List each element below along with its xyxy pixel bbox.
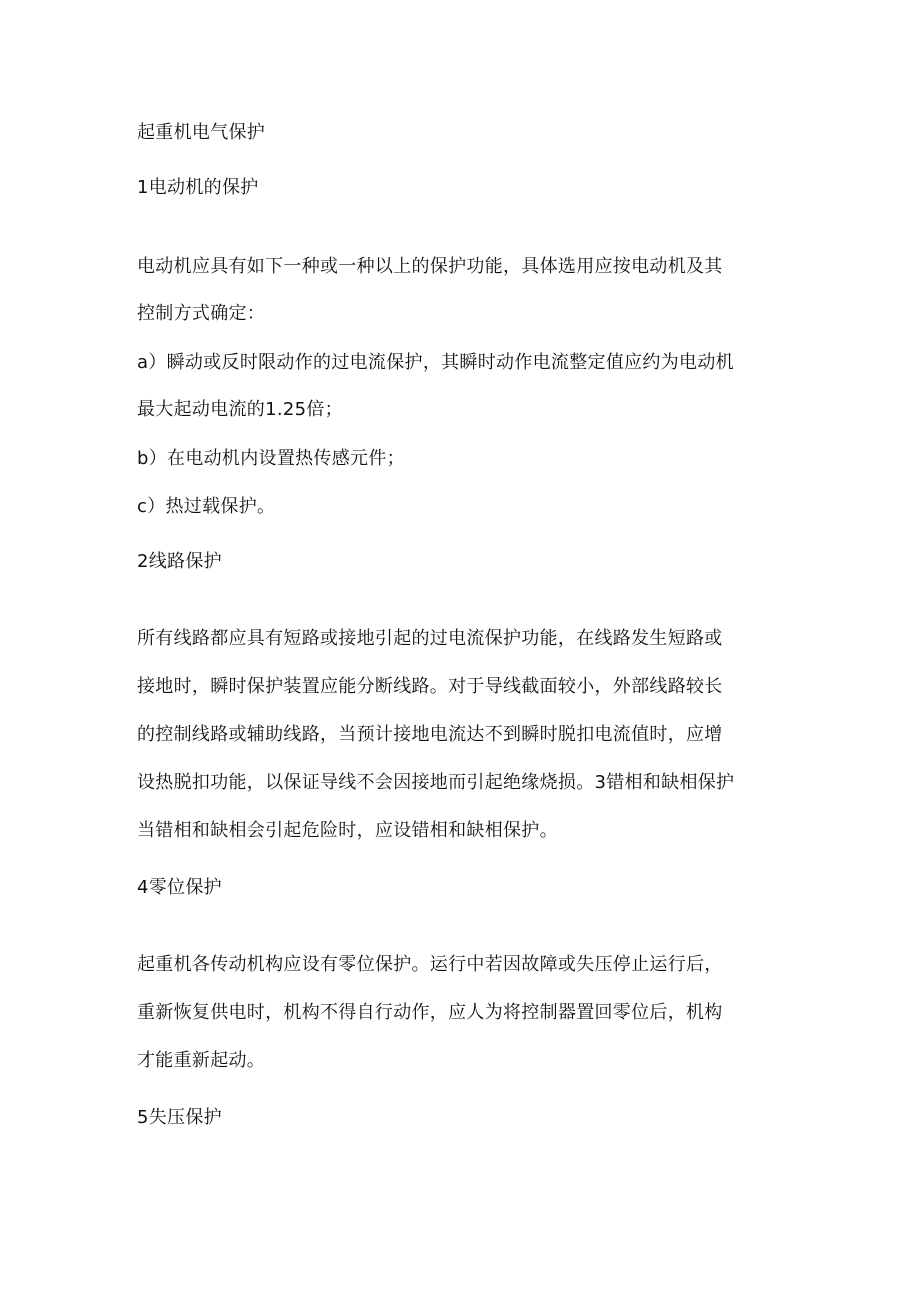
paragraph-line: 设热脱扣功能，以保证导线不会因接地而引起绝缘烧损。3错相和缺相保护 [137,772,735,793]
paragraph-line: 当错相和缺相会引起危险时，应设错相和缺相保护。 [137,820,558,841]
document-title: 起重机电气保护 [137,122,266,143]
list-item-b: b）在电动机内设置热传感元件； [137,448,405,469]
section-heading-undervoltage-protection: 5失压保护 [137,1107,222,1128]
paragraph-line: 的控制线路或辅助线路，当预计接地电流达不到瞬时脱扣电流值时，应增 [137,724,723,745]
list-item-a: a）瞬动或反时限动作的过电流保护，其瞬时动作电流整定值应约为电动机 [137,352,734,373]
list-item-a-continued: 最大起动电流的1.25倍； [137,399,343,420]
paragraph-line: 才能重新起动。 [137,1050,266,1071]
section-heading-zero-position-protection: 4零位保护 [137,877,222,898]
paragraph-line: 控制方式确定： [137,303,266,324]
paragraph-line: 起重机各传动机构应设有零位保护。运行中若因故障或失压停止运行后， [137,954,723,975]
section-heading-motor-protection: 1电动机的保护 [137,177,259,198]
paragraph-line: 所有线路都应具有短路或接地引起的过电流保护功能，在线路发生短路或 [137,628,723,649]
paragraph-line: 电动机应具有如下一种或一种以上的保护功能，具体选用应按电动机及其 [137,256,723,277]
paragraph-line: 接地时，瞬时保护装置应能分断线路。对于导线截面较小，外部线路较长 [137,676,723,697]
list-item-c: c）热过载保护。 [137,496,276,517]
section-heading-line-protection: 2线路保护 [137,551,222,572]
paragraph-line: 重新恢复供电时，机构不得自行动作，应人为将控制器置回零位后，机构 [137,1002,723,1023]
